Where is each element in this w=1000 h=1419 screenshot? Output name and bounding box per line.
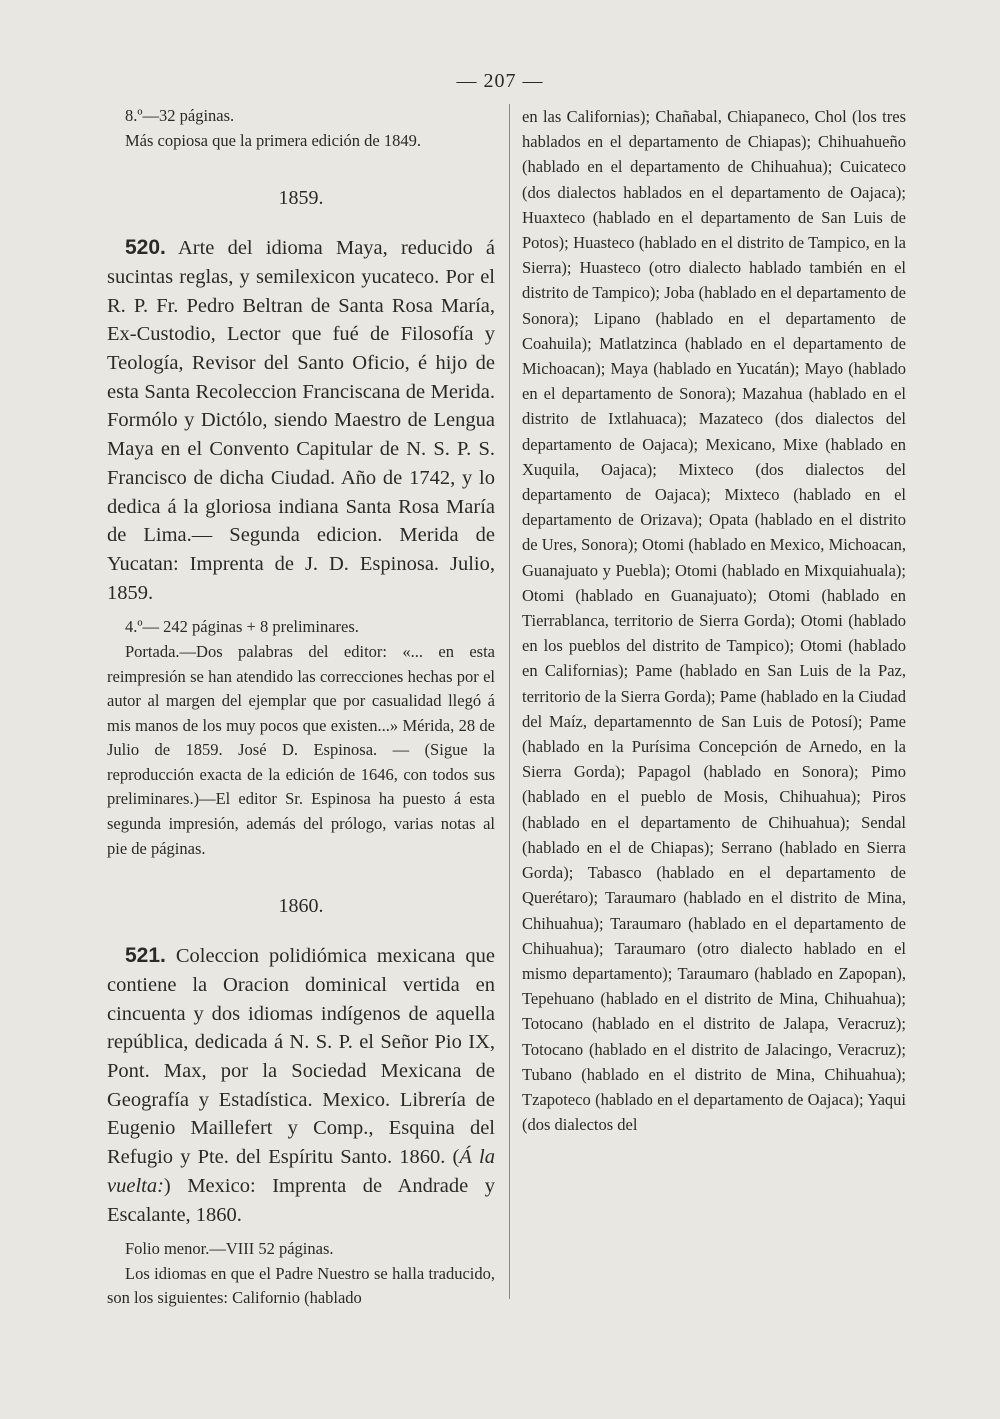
- year-heading-1859: 1859.: [278, 187, 324, 210]
- entry-521: [107, 942, 495, 1229]
- page-number: — 207 —: [456, 70, 544, 92]
- entry-520-title: Arte del idioma Maya, reducido á sucintas reglas, y semilexicon yucateco. Por el R. P. Fr. Pedro Beltran de Santa Rosa María, Ex-Custodio, Lector que fué de Filosofía y Teología, Revisor del Santo Oficio, é hijo de esta Santa Recoleccion Franciscana de Merida. Formólo y Dictólo, siendo Maestro de Lengua Maya en el Convento Capitular de N. S. P. S. Francisco de dicha Ciudad. Año de 1742, y lo dedica á la gloriosa indiana Santa Rosa María de Lima.— Segunda edicion. Merida de Yucatan: Imprenta de J. D. Espinosa. Julio, 1859.: [107, 237, 495, 604]
- left-column: [107, 104, 495, 1311]
- entry-521-italic: Á la vuelta:: [107, 1146, 495, 1197]
- column-divider: [509, 104, 510, 1299]
- entry-520-notes: Portada.—Dos palabras del editor: «... en esta reimpresión se han atendido las correcciones hechas por el autor al margen del ejemplar que por casualidad llegó á mis manos de los muy pocos que existen...» Mérida, 28 de Julio de 1859. José D. Espinosa. — (Sigue la reproducción exacta de la edición de 1646, con todos sus preliminares.)—El editor Sr. Espinosa ha puesto á esta segunda impresión, además del prólogo, varias notas al pie de páginas.: [107, 641, 495, 858]
- entry-519-remark: Más copiosa que la primera edición de 1849.: [125, 130, 421, 150]
- entry-521-number: 521.: [125, 944, 166, 968]
- year-heading-1860: 1860.: [278, 895, 324, 918]
- entry-519-pages: 8.º—32 páginas.: [125, 106, 235, 125]
- entry-520-number: 520.: [125, 236, 166, 260]
- entry-521-notes: Los idiomas en que el Padre Nuestro se halla traducido, son los siguientes: Californio (hablado: [107, 1263, 495, 1308]
- entry-521-title: Coleccion polidiómica mexicana que contiene la Oracion dominical vertida en cincuenta y dos idiomas indígenos de aquella república, dedicada á N. S. P. el Señor Pio IX, Pont. Max, por la Sociedad Mexicana de Geografía y Estadística. Mexico. Librería de Eugenio Maillefert y Comp., Esquina del Refugio y Pte. del Espíritu Santo. 1860. (: [107, 945, 495, 1169]
- entry-521-imprint: ) Mexico: Imprenta de Andrade y Escalante, 1860.: [107, 1174, 495, 1226]
- language-list: en las Californias); Chañabal, Chiapaneco, Chol (los tres hablados en el departamento de Chiapas); Chihuahueño (hablado en el departamento de Chihuahua); Cuicateco (dos dialectos hablados en el departamento de Oajaca); Huaxteco (hablado en el departamento de San Luis de Potos); Huasteco (hablado en el distrito de Tampico, en la Sierra); Huasteco (otro dialecto hablado también en el distrito de Tampico); Joba (hablado en el departamento de Sonora); Lipano (hablado en el departamento de Coahuila); Matlatzinca (hablado en el departamento de Michoacan); Maya (hablado en Yucatán); Mayo (hablado en el departamento de Sonora); Mazahua (hablado en el distrito de Ixtlahuaca); Mazateco (dos dialectos del departamento de Oajaca); Mexicano, Mixe (hablado en Xuquila, Oajaca); Mixteco (dos dialectos del departamento de Oajaca); Mixteco (hablado en el departamento de Orizava); Opata (hablado en el distrito de Ures, Sonora); Otomi (hablado en Mexico, Michoacan, Guanajuato y Puebla); Otomi (hablado en Mixquiahuala); Otomi (hablado en Guanajuato); Otomi (hablado en Tierrablanca, territorio de Sierra Gorda); Otomi (hablado en los pueblos del distrito de Tampico); Otomi (hablado en Californias); Pame (hablado en San Luis de la Paz, territorio de la Sierra Gorda); Pame (hablado en la Ciudad del Maíz, departamennto de San Luis de Potosí); Pame (hablado en la Purísima Concepción de Arnedo, en la Sierra Gorda); Papagol (hablado en Sonora); Pimo (hablado en el pueblo de Mosis, Chihuahua); Piros (hablado en el departamento de Chihuahua); Sendal (hablado en el de Chiapas); Serrano (hablado en Sierra Gorda); Tabasco (hablado en el departamento de Querétaro); Taraumaro (hablado en el distrito de Mina, Chihuahua); Taraumaro (hablado en el departamento de Chihuahua); Taraumaro (otro dialecto hablado en el mismo departamento); Taraumaro (hablado en Zapopan), Tepehuano (hablado en el distrito de Mina, Chihuahua); Totocano (hablado en el distrito de Jalapa, Veracruz); Totocano (hablado en el distrito de Jalacingo, Veracruz); Tubano (hablado en el distrito de Mina, Chihuahua); Tzapoteco (hablado en el departamento de Oajaca); Yaqui (dos dialectos del: [522, 107, 906, 1135]
- entry-520-pages: 4.º— 242 páginas + 8 preliminares.: [125, 617, 359, 637]
- entry-521-pages: Folio menor.—VIII 52 páginas.: [125, 1239, 334, 1259]
- entry-520: [107, 234, 495, 607]
- right-column: [522, 104, 906, 1137]
